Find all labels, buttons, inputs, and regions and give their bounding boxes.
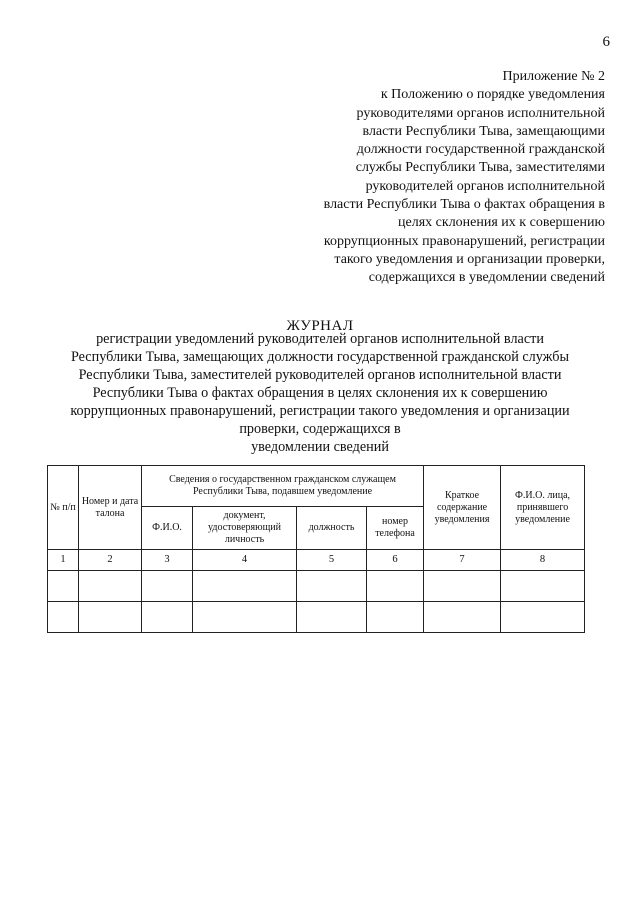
table-cell (424, 571, 501, 602)
appendix-line: руководителями органов исполнительной (356, 105, 605, 121)
appendix-line: власти Республики Тыва о фактах обращения в (323, 197, 605, 213)
appendix-line: такого уведомления и организации проверки, (334, 251, 605, 267)
column-number: 4 (193, 550, 297, 571)
column-number: 7 (424, 550, 501, 571)
table-cell (367, 602, 424, 633)
table-cell (193, 571, 297, 602)
table-cell (424, 602, 501, 633)
column-number: 5 (297, 550, 367, 571)
table-header-row (48, 466, 585, 507)
appendix-line: власти Республики Тыва, замещающими (362, 123, 605, 139)
column-number: 6 (367, 550, 424, 571)
table-row (48, 602, 585, 633)
header-number: № п/п (48, 466, 79, 550)
journal-subtitle-line: Республики Тыва, замещающих должности государственной гражданской службы (70, 349, 570, 365)
header-summary: Краткое содержание уведомления (424, 466, 501, 550)
header-employee-group: Сведения о государственном гражданском служащем Республики Тыва, подавшем уведомление (142, 466, 424, 507)
appendix-line: целях склонения их к совершению (398, 215, 605, 231)
header-talon: Номер и дата талона (79, 466, 142, 550)
subheader-fio: Ф.И.О. (142, 507, 193, 550)
journal-subtitle-line: проверки, содержащихся в (239, 421, 401, 437)
appendix-line: Приложение № 2 (502, 69, 605, 84)
appendix-line: коррупционных правонарушений, регистрации (323, 233, 605, 249)
journal-subtitle-line: уведомлении сведений (251, 439, 389, 455)
table-cell (297, 602, 367, 633)
journal-subtitle-line: регистрации уведомлений руководителей органов исполнительной власти (96, 331, 544, 347)
column-number: 8 (501, 550, 585, 571)
subheader-phone: номер телефона (367, 507, 424, 550)
table-row (48, 571, 585, 602)
journal-subtitle-line: коррупционных правонарушений, регистрации такого уведомления и организации (70, 403, 570, 419)
table-cell (79, 571, 142, 602)
journal-table (47, 465, 585, 633)
header-receiver: Ф.И.О. лица, принявшего уведомление (501, 466, 585, 550)
table-cell (193, 602, 297, 633)
appendix-line: должности государственной гражданской (356, 142, 605, 158)
appendix-block (285, 68, 605, 288)
appendix-line: содержащихся в уведомлении сведений (368, 270, 605, 286)
column-number: 1 (48, 550, 79, 571)
table-cell (142, 602, 193, 633)
table-cell (79, 602, 142, 633)
table-cell (297, 571, 367, 602)
column-number: 3 (142, 550, 193, 571)
journal-subtitle-line: Республики Тыва о фактах обращения в целях склонения их к совершению (92, 385, 548, 401)
page-number: 6 (602, 34, 610, 50)
table-cell (501, 571, 585, 602)
table-cell (501, 602, 585, 633)
appendix-line: руководителей органов исполнительной (365, 178, 605, 194)
column-number: 2 (79, 550, 142, 571)
journal-title: ЖУРНАЛ (286, 318, 354, 334)
column-number-row (48, 550, 585, 571)
journal-subtitle (40, 330, 600, 456)
subheader-position: должность (297, 507, 367, 550)
appendix-line: службы Республики Тыва, заместителями (355, 160, 605, 176)
table-cell (48, 602, 79, 633)
table-cell (142, 571, 193, 602)
subheader-document: документ, удостоверяющий личность (193, 507, 297, 550)
appendix-line: к Положению о порядке уведомления (380, 87, 605, 103)
table-cell (367, 571, 424, 602)
journal-subtitle-line: Республики Тыва, заместителей руководителей органов исполнительной власти (78, 367, 562, 383)
table-cell (48, 571, 79, 602)
